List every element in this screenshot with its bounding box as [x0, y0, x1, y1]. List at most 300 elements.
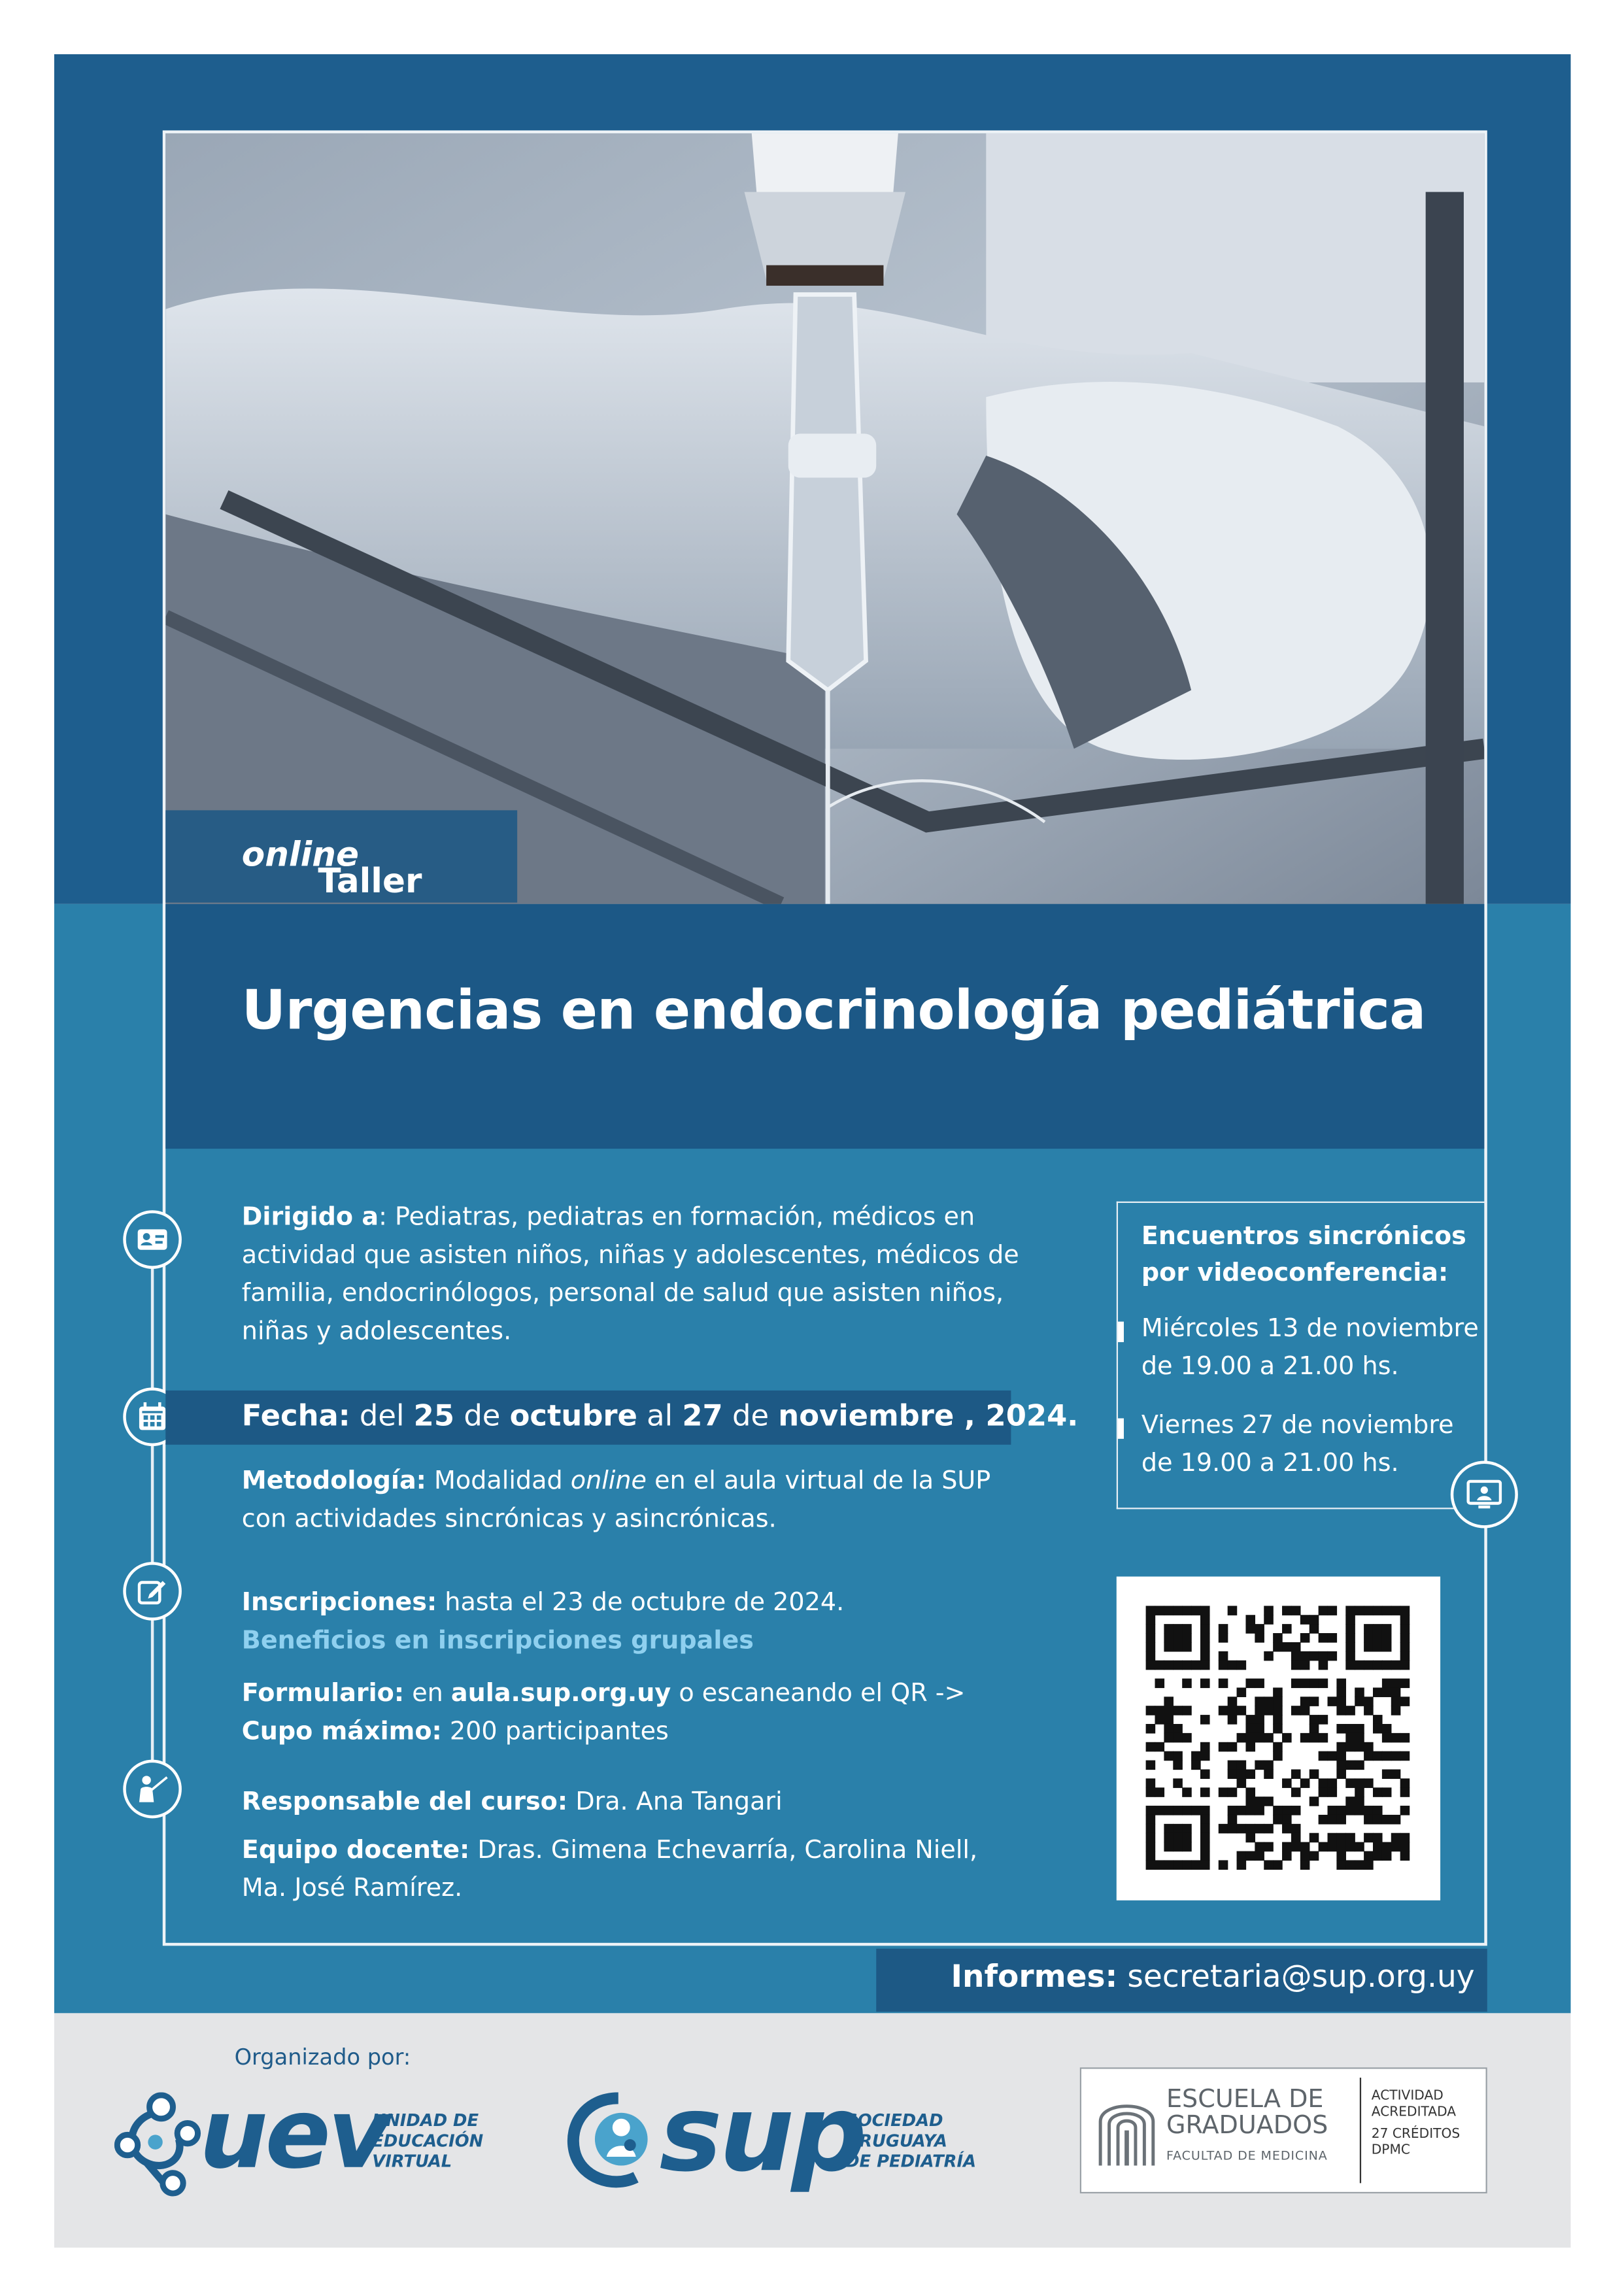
qr-module	[1328, 1787, 1338, 1797]
accreditation-line-3: 27 CRÉDITOS	[1371, 2127, 1461, 2142]
qr-module	[1345, 1615, 1355, 1625]
uev-logo-word: uev	[199, 2078, 388, 2191]
qr-module	[1146, 1842, 1156, 1852]
qr-module	[1237, 1824, 1247, 1834]
qr-module	[1345, 1706, 1355, 1715]
qr-module	[1219, 1860, 1228, 1870]
qr-module	[1400, 1697, 1410, 1706]
qr-module	[1382, 1679, 1392, 1689]
qr-module	[1336, 1679, 1346, 1689]
qr-module	[1245, 1733, 1255, 1743]
qr-module	[1336, 1761, 1346, 1770]
qr-module	[1291, 1806, 1301, 1815]
qr-module	[1155, 1715, 1165, 1725]
qr-module	[1282, 1815, 1292, 1825]
qr-module	[1364, 1742, 1374, 1752]
qr-module	[1328, 1806, 1338, 1815]
qr-module	[1182, 1606, 1192, 1615]
qr-module	[1146, 1742, 1156, 1752]
qr-module	[1373, 1633, 1383, 1643]
qr-module	[1219, 1706, 1228, 1715]
qr-module	[1345, 1761, 1355, 1770]
qr-module	[1200, 1633, 1210, 1643]
qr-module	[1255, 1633, 1264, 1643]
formulario-link[interactable]: aula.sup.org.uy	[450, 1679, 671, 1709]
session-2-day: Viernes 27 de noviembre	[1141, 1411, 1454, 1441]
qr-module	[1146, 1606, 1156, 1615]
beneficios-text: Beneficios en inscripciones grupales	[241, 1626, 754, 1656]
qr-module	[1319, 1661, 1328, 1670]
qr-module	[1336, 1697, 1346, 1706]
qr-module	[1255, 1679, 1264, 1689]
qr-module	[1355, 1778, 1364, 1788]
qr-module	[1328, 1697, 1338, 1706]
qr-module	[1228, 1815, 1238, 1825]
qr-module	[1391, 1697, 1401, 1706]
qr-module	[1164, 1715, 1174, 1725]
page-title: Urgencias en endocrinología pediátrica	[241, 979, 1426, 1042]
qr-module	[1336, 1751, 1346, 1761]
qr-module	[1345, 1833, 1355, 1843]
qr-module	[1373, 1787, 1383, 1797]
qr-module	[1382, 1842, 1392, 1852]
qr-module	[1309, 1833, 1319, 1843]
qr-module	[1155, 1806, 1165, 1815]
qr-module	[1228, 1606, 1238, 1615]
qr-module	[1382, 1733, 1392, 1743]
qr-module	[1319, 1815, 1328, 1825]
dirigido-line-3: familia, endocrinólogos, personal de salud que asisten niños,	[241, 1279, 1004, 1309]
qr-module	[1382, 1787, 1392, 1797]
qr-module	[1391, 1733, 1401, 1743]
qr-module	[1345, 1642, 1355, 1652]
date-text	[242, 1398, 1079, 1433]
accreditation-line-1: ACTIVIDAD	[1371, 2089, 1444, 2104]
qr-module	[1300, 1679, 1310, 1689]
qr-module	[1336, 1833, 1346, 1843]
qr-module	[1182, 1824, 1192, 1834]
qr-module	[1237, 1806, 1247, 1815]
qr-module	[1200, 1642, 1210, 1652]
qr-module	[1264, 1733, 1274, 1743]
qr-module	[1328, 1778, 1338, 1788]
qr-module	[1319, 1606, 1328, 1615]
formulario-label: Formulario:	[241, 1679, 405, 1709]
uev-caption-line-1: UNIDAD DE	[372, 2110, 479, 2131]
qr-module	[1382, 1661, 1392, 1670]
qr-module	[1373, 1751, 1383, 1761]
qr-module	[1355, 1842, 1364, 1852]
qr-module	[1355, 1806, 1364, 1815]
qr-module	[1391, 1815, 1401, 1825]
date-al: al	[647, 1398, 673, 1433]
qr-module	[1245, 1624, 1255, 1634]
session-item	[1141, 1310, 1479, 1387]
qr-module	[1309, 1733, 1319, 1743]
qr-module	[1200, 1624, 1210, 1634]
qr-module	[1328, 1606, 1338, 1615]
qr-module	[1200, 1860, 1210, 1870]
uev-caption-line-3: VIRTUAL	[372, 2151, 452, 2172]
qr-module	[1345, 1661, 1355, 1670]
qr-module	[1309, 1851, 1319, 1861]
equipo-line-2: Ma. José Ramírez.	[241, 1874, 463, 1904]
qr-module	[1282, 1606, 1292, 1615]
qr-module	[1373, 1851, 1383, 1861]
qr-module	[1391, 1687, 1401, 1697]
qr-module	[1164, 1624, 1174, 1634]
qr-module	[1255, 1761, 1264, 1770]
qr-module	[1309, 1769, 1319, 1779]
qr-module	[1291, 1842, 1301, 1852]
qr-module	[1336, 1815, 1346, 1825]
qr-module	[1300, 1733, 1310, 1743]
qr-module	[1146, 1706, 1156, 1715]
qr-module	[1200, 1824, 1210, 1834]
qr-module	[1255, 1797, 1264, 1806]
inscripciones-block	[242, 1584, 844, 1661]
date-del: del	[359, 1398, 405, 1433]
qr-module	[1200, 1615, 1210, 1625]
qr-module	[1391, 1842, 1401, 1852]
qr-module	[1300, 1851, 1310, 1861]
date-month-end: noviembre , 2024.	[778, 1398, 1079, 1433]
badge-divider	[1360, 2078, 1361, 2183]
qr-module	[1146, 1787, 1156, 1797]
qr-module	[1255, 1842, 1264, 1852]
qr-module	[1228, 1824, 1238, 1834]
qr-module	[1336, 1687, 1346, 1697]
qr-module	[1245, 1806, 1255, 1815]
qr-module	[1219, 1651, 1228, 1661]
qr-module	[1237, 1860, 1247, 1870]
sup-logo-caption	[845, 2110, 976, 2171]
qr-module	[1164, 1661, 1174, 1670]
qr-module	[1228, 1697, 1238, 1706]
qr-module	[1146, 1615, 1156, 1625]
inscripciones-label: Inscripciones:	[241, 1588, 437, 1618]
qr-module	[1382, 1633, 1392, 1643]
qr-module	[1264, 1761, 1274, 1770]
qr-module	[1245, 1824, 1255, 1834]
qr-module	[1237, 1661, 1247, 1670]
uev-logo-mark	[114, 2092, 205, 2203]
qr-module	[1237, 1687, 1247, 1697]
qr-module	[1373, 1624, 1383, 1634]
qr-module	[1219, 1661, 1228, 1670]
qr-module	[1364, 1860, 1374, 1870]
qr-module	[1355, 1742, 1364, 1752]
contact-email[interactable]: secretaria@sup.org.uy	[1127, 1959, 1475, 1995]
qr-module	[1400, 1624, 1410, 1634]
qr-module	[1328, 1842, 1338, 1852]
qr-module	[1282, 1733, 1292, 1743]
escuela-name	[1166, 2086, 1328, 2139]
qr-module	[1300, 1842, 1310, 1852]
qr-module	[1245, 1615, 1255, 1625]
qr-module	[1355, 1687, 1364, 1697]
qr-module	[1391, 1769, 1401, 1779]
date-day-end: 27	[682, 1398, 723, 1433]
qr-module	[1264, 1842, 1274, 1852]
qr-module	[1400, 1751, 1410, 1761]
qr-module	[1245, 1833, 1255, 1843]
qr-module	[1182, 1642, 1192, 1652]
qr-module	[1355, 1661, 1364, 1670]
qr-module	[1345, 1624, 1355, 1634]
qr-module	[1400, 1787, 1410, 1797]
dirigido-line-1: : Pediatras, pediatras en formación, médicos en	[379, 1203, 975, 1232]
accreditation-text	[1372, 2089, 1460, 2160]
qr-module	[1255, 1624, 1264, 1634]
qr-module	[1228, 1715, 1238, 1725]
qr-module	[1273, 1742, 1283, 1752]
video-call-icon	[1451, 1460, 1518, 1528]
qr-module	[1173, 1606, 1183, 1615]
qr-module	[1200, 1679, 1210, 1689]
qr-module	[1219, 1742, 1228, 1752]
qr-module	[1182, 1624, 1192, 1634]
id-card-icon	[123, 1210, 182, 1269]
qr-module	[1164, 1733, 1174, 1743]
qr-module	[1282, 1842, 1292, 1852]
qr-module	[1400, 1651, 1410, 1661]
qr-module	[1345, 1651, 1355, 1661]
session-1-day: Miércoles 13 de noviembre	[1141, 1314, 1479, 1344]
qr-module	[1391, 1606, 1401, 1615]
qr-module	[1282, 1851, 1292, 1861]
qr-module	[1200, 1742, 1210, 1752]
qr-module	[1173, 1733, 1183, 1743]
qr-module	[1200, 1661, 1210, 1670]
qr-module	[1319, 1778, 1328, 1788]
qr-module	[1328, 1815, 1338, 1825]
dirigido-label: Dirigido a	[241, 1203, 379, 1232]
qr-module	[1345, 1842, 1355, 1852]
qr-module	[1355, 1860, 1364, 1870]
qr-module	[1273, 1642, 1283, 1652]
qr-module	[1319, 1733, 1328, 1743]
qr-module	[1364, 1751, 1374, 1761]
qr-module	[1200, 1787, 1210, 1797]
qr-module	[1228, 1769, 1238, 1779]
qr-module	[1273, 1706, 1283, 1715]
qr-module	[1182, 1733, 1192, 1743]
qr-module	[1273, 1724, 1283, 1734]
qr-module	[1373, 1715, 1383, 1725]
qr-module	[1282, 1642, 1292, 1652]
qr-module	[1228, 1806, 1238, 1815]
qr-module	[1164, 1724, 1174, 1734]
responsable-label: Responsable del curso:	[241, 1787, 568, 1817]
qr-module	[1173, 1824, 1183, 1834]
qr-module	[1364, 1642, 1374, 1652]
qr-module	[1255, 1715, 1264, 1725]
date-de-1: de	[464, 1398, 501, 1433]
edit-icon	[123, 1562, 182, 1621]
qr-module	[1364, 1851, 1374, 1861]
qr-module	[1146, 1815, 1156, 1825]
qr-module	[1400, 1642, 1410, 1652]
qr-module	[1245, 1679, 1255, 1689]
qr-module	[1146, 1851, 1156, 1861]
qr-module	[1255, 1806, 1264, 1815]
qr-module	[1345, 1806, 1355, 1815]
qr-module	[1328, 1633, 1338, 1643]
qr-module	[1336, 1842, 1346, 1852]
qr-module	[1191, 1761, 1201, 1770]
qr-module	[1164, 1842, 1174, 1852]
qr-module	[1191, 1661, 1201, 1670]
qr-module	[1309, 1724, 1319, 1734]
qr-module	[1173, 1778, 1183, 1788]
qr-module	[1319, 1633, 1328, 1643]
qr-module	[1336, 1742, 1346, 1752]
qr-module	[1164, 1824, 1174, 1834]
responsable-block	[242, 1783, 783, 1821]
qr-module	[1173, 1751, 1183, 1761]
metodologia-pre: Modalidad	[434, 1466, 563, 1496]
qr-module	[1364, 1815, 1374, 1825]
qr-module	[1291, 1787, 1301, 1797]
qr-module	[1146, 1778, 1156, 1788]
escuela-name-line-1: ESCUELA DE	[1166, 2085, 1324, 2115]
contact-text	[951, 1959, 1475, 1994]
qr-module	[1191, 1751, 1201, 1761]
format-badge-emphasis: online	[241, 836, 359, 875]
qr-module	[1273, 1806, 1283, 1815]
qr-module	[1173, 1860, 1183, 1870]
qr-module	[1245, 1715, 1255, 1725]
qr-module	[1191, 1860, 1201, 1870]
qr-module	[1245, 1742, 1255, 1752]
qr-module	[1391, 1751, 1401, 1761]
qr-module	[1155, 1679, 1165, 1689]
qr-module	[1355, 1724, 1364, 1734]
qr-module	[1228, 1742, 1238, 1752]
qr-module	[1373, 1724, 1383, 1734]
sessions-title	[1141, 1219, 1466, 1292]
qr-module	[1300, 1706, 1310, 1715]
qr-module	[1255, 1851, 1264, 1861]
qr-module	[1264, 1615, 1274, 1625]
metodologia-line-2: con actividades sincrónicas y asincrónicas.	[241, 1504, 777, 1534]
qr-module	[1219, 1679, 1228, 1689]
qr-module	[1146, 1724, 1156, 1734]
qr-module	[1300, 1651, 1310, 1661]
qr-module	[1336, 1769, 1346, 1779]
qr-module	[1146, 1806, 1156, 1815]
qr-module	[1200, 1806, 1210, 1815]
accreditation-line-2: ACREDITADA	[1371, 2105, 1457, 2121]
qr-module	[1373, 1661, 1383, 1670]
qr-module	[1200, 1851, 1210, 1861]
qr-module	[1273, 1751, 1283, 1761]
qr-module	[1364, 1633, 1374, 1643]
qr-module	[1155, 1706, 1165, 1715]
qr-module	[1345, 1733, 1355, 1743]
formulario-post: o escaneando el QR ->	[679, 1679, 966, 1709]
sup-caption-line-3: DE PEDIATRÍA	[845, 2151, 977, 2172]
qr-module	[1291, 1606, 1301, 1615]
qr-module	[1400, 1833, 1410, 1843]
qr-module	[1309, 1624, 1319, 1634]
qr-module	[1164, 1833, 1174, 1843]
qr-module	[1200, 1606, 1210, 1615]
qr-module	[1345, 1742, 1355, 1752]
qr-module	[1282, 1778, 1292, 1788]
date-month-start: octubre	[509, 1398, 637, 1433]
qr-module	[1382, 1769, 1392, 1779]
qr-module	[1173, 1842, 1183, 1852]
uev-logo-caption	[372, 2110, 483, 2171]
date-day-start: 25	[413, 1398, 455, 1433]
cupo-label: Cupo máximo:	[241, 1717, 442, 1747]
date-label: Fecha:	[241, 1398, 350, 1433]
qr-module	[1228, 1661, 1238, 1670]
qr-module	[1164, 1860, 1174, 1870]
qr-module	[1373, 1606, 1383, 1615]
qr-module	[1300, 1615, 1310, 1625]
qr-module	[1373, 1642, 1383, 1652]
qr-module	[1173, 1706, 1183, 1715]
format-badge	[165, 810, 517, 902]
qr-module	[1391, 1661, 1401, 1670]
qr-module	[1382, 1751, 1392, 1761]
session-2-time: de 19.00 a 21.00 hs.	[1141, 1449, 1399, 1479]
qr-module	[1182, 1661, 1192, 1670]
metodologia-label: Metodología:	[241, 1466, 426, 1496]
qr-module	[1300, 1860, 1310, 1870]
qr-code[interactable]	[1117, 1577, 1440, 1900]
qr-module	[1245, 1769, 1255, 1779]
qr-module	[1155, 1606, 1165, 1615]
qr-module	[1291, 1651, 1301, 1661]
qr-module	[1245, 1787, 1255, 1797]
qr-module	[1291, 1824, 1301, 1834]
qr-module	[1200, 1815, 1210, 1825]
qr-module	[1182, 1706, 1192, 1715]
qr-module	[1364, 1624, 1374, 1634]
qr-module	[1336, 1860, 1346, 1870]
qr-module	[1282, 1824, 1292, 1834]
formulario-block	[242, 1675, 966, 1751]
timeline-line	[151, 1238, 154, 1795]
escuela-faculty: FACULTAD DE MEDICINA	[1166, 2149, 1328, 2165]
qr-module	[1273, 1860, 1283, 1870]
qr-module	[1173, 1661, 1183, 1670]
uev-caption-line-2: EDUCACIÓN	[372, 2130, 484, 2152]
equipo-text: Dras. Gimena Echevarría, Carolina Niell,	[477, 1836, 978, 1866]
qr-module	[1155, 1787, 1165, 1797]
qr-module	[1291, 1769, 1301, 1779]
qr-module	[1336, 1706, 1346, 1715]
qr-module	[1291, 1833, 1301, 1843]
sup-logo-word: sup	[659, 2072, 864, 2195]
qr-module	[1364, 1778, 1374, 1788]
qr-module	[1146, 1833, 1156, 1843]
qr-module	[1219, 1624, 1228, 1634]
qr-module	[1245, 1724, 1255, 1734]
qr-module	[1291, 1706, 1301, 1715]
qr-module	[1328, 1751, 1338, 1761]
qr-module	[1400, 1633, 1410, 1643]
qr-module	[1173, 1642, 1183, 1652]
qr-module	[1400, 1851, 1410, 1861]
qr-module	[1355, 1733, 1364, 1743]
escuela-logo-mark	[1096, 2086, 1157, 2174]
qr-module	[1309, 1697, 1319, 1706]
